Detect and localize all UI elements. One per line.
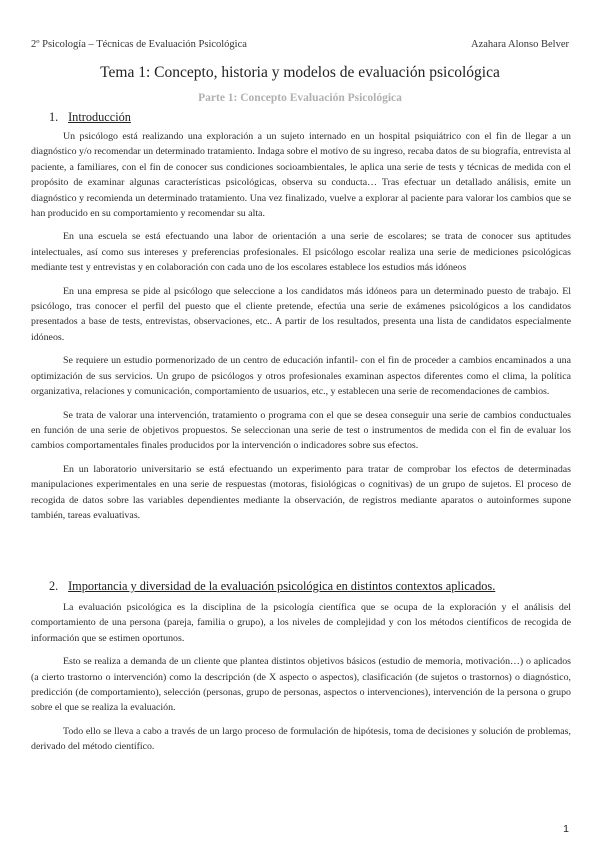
header-author: Azahara Alonso Belver (471, 39, 569, 50)
paragraph: La evaluación psicológica es la disciplina de la psicología científica que se ocupa de la exploración y el análisis del comportamiento de una persona (pareja, familia o grupo), a los niveles de complejidad y con los métodos científicos de recogida de información que se estimen oportunos. (31, 602, 571, 644)
paragraph: Se requiere un estudio pormenorizado de un centro de educación infantil- con el fin de proceder a cambios encaminados a una optimización de sus servicios. Un grupo de psicólogos y otros profesionales examinan aspectos diferentes como el clima, la política organizativa, relaciones y comunicación, comportamiento de usuarios, etc., y establecen una serie de recomendaciones de cambios. (31, 355, 571, 398)
paragraph: En una escuela se está efectuando una labor de orientación a una serie de escolares; se trata de conocer sus aptitudes intelectuales, así como sus intereses y preferencias profesionales. El psicólogo escolar realiza una serie de mediciones psicológicas mediante test y entrevistas y en colaboración con cada uno de los escolares establece los estudios más idóneos (31, 231, 571, 274)
section-number: 2. (49, 579, 59, 593)
paragraph: Un psicólogo está realizando una exploración a un sujeto internado en un hospital psiquiátrico con el fin de llegar a un diagnóstico y/o recomendar un determinado tratamiento. Indaga sobre el motivo de su ingreso, recaba datos de su biografía, entrevista al paciente, a familiares, con el fin de conocer sus condiciones socioambientales, le aplica una serie de tests y técnicas de medida con el propósito de examinar algunas características psicológicas, observa su conducta… Tras efectuar un detallado análisis, emite un diagnóstico y recomienda un determinado tratamiento. Una vez finalizado, vuelve a explorar al paciente para valorar los cambios que se han producido en su comportamiento y recomendar su alta. (31, 131, 571, 220)
section-body-introduccion (31, 129, 571, 523)
paragraph: En un laboratorio universitario se está efectuando un experimento para tratar de comprobar los efectos de determinadas manipulaciones experimentales en una serie de respuestas (motoras, fisiológicas o cognitivas) de un grupo de sujetos. El proceso de recogida de datos sobre las variables dependientes mediante la observación, de registros mediante aparatos o autoinformes supone también, tareas evaluativas. (31, 463, 571, 521)
page-number: 1 (563, 823, 569, 835)
page-header (31, 39, 569, 50)
page-title: Tema 1: Concepto, historia y modelos de evaluación psicológica (100, 64, 500, 81)
section-body-importancia (31, 600, 571, 755)
section-heading-importancia (49, 579, 495, 594)
section-heading-introduccion (49, 110, 131, 125)
section-title: Introducción (68, 110, 131, 124)
paragraph: En una empresa se pide al psicólogo que seleccione a los candidatos más idóneos para un determinado puesto de trabajo. El psicólogo, tras conocer el perfil del puesto que el cliente pretende, efectúa una serie de exámenes psicológicos a los candidatos presentados a base de tests, entrevistas, observaciones, etc.. A partir de los resultados, presenta una lista de candidatos especialmente idóneos. (31, 285, 571, 343)
paragraph: Se trata de valorar una intervención, tratamiento o programa con el que se desea conseguir una serie de cambios conductuales en función de una serie de objetivos propuestos. Se seleccionan una serie de test o instrumentos de medida con el fin de evaluar los cambios comportamentales finales producidos por la intervención o indicadores sobre sus efectos. (31, 409, 571, 452)
paragraph: Todo ello se lleva a cabo a través de un largo proceso de formulación de hipótesis, toma de decisiones y solución de problemas, derivado del método científico. (31, 725, 571, 753)
section-number: 1. (49, 110, 59, 124)
section-title: Importancia y diversidad de la evaluación psicológica en distintos contextos aplicados. (68, 579, 496, 593)
page-subtitle: Parte 1: Concepto Evaluación Psicológica (198, 92, 402, 104)
paragraph: Esto se realiza a demanda de un cliente que plantea distintos objetivos básicos (estudio de memoria, motivación…) o aplicados (a cierto trastorno o intervención) como la descripción (de X aspecto o aspectos), clasificación (de sujetos o trastornos) o diagnóstico, predicción (de comportamiento), selección (personas, grupo de personas, aspectos o intervenciones), intervención de la persona o grupo sobre el que se realiza la evaluación. (31, 656, 571, 714)
header-course: 2º Psicología – Técnicas de Evaluación Psicológica (31, 39, 247, 50)
